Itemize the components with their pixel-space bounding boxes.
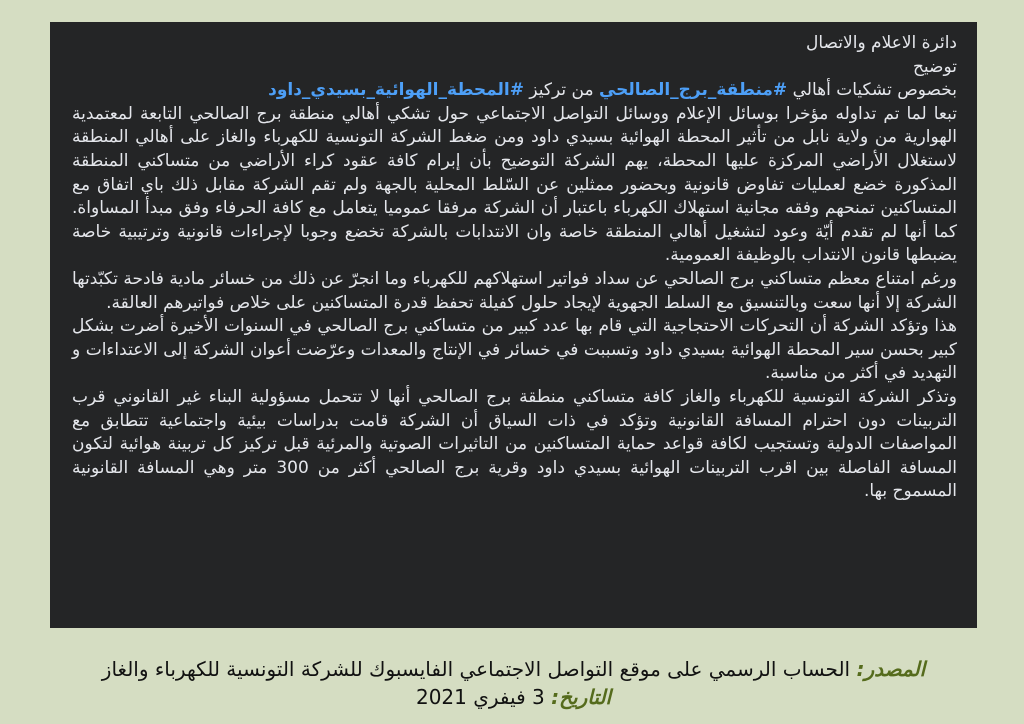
post-subject bbox=[72, 79, 957, 103]
post-organization: دائرة الاعلام والاتصال bbox=[806, 33, 957, 53]
date-caption bbox=[50, 683, 977, 711]
source-text: الحساب الرسمي على موقع التواصل الاجتماعي الفايسبوك للشركة التونسية للكهرباء والغاز bbox=[101, 657, 857, 681]
post-paragraph-2: ورغم امتناع معظم متساكني برج الصالحي عن سداد فواتير استهلاكهم للكهرباء وما انجرّ عن ذلك من خسائر مادية فادحة تكبّدتها الشركة إلا أنها سعت وبالتنسيق مع السلط الجهوية لإيجاد حلول كفيلة تحفظ قدرة المتساكنين على خلاص فواتيرهم العالقة. bbox=[72, 268, 957, 313]
source-label: المصدر: bbox=[856, 657, 926, 681]
subject-prefix: بخصوص تشكيات أهالي bbox=[787, 80, 957, 101]
hashtag-borj-salhi[interactable]: #منطقة_برج_الصالحي bbox=[598, 80, 788, 101]
post-label: توضيح bbox=[912, 56, 957, 77]
date-label: التاريخ: bbox=[551, 685, 612, 709]
hashtag-sidi-daoud-station[interactable]: #المحطة_الهوائية_بسيدي_داود bbox=[268, 80, 524, 101]
post-paragraph-3: هذا وتؤكد الشركة أن التحركات الاحتجاجية التي قام بها عدد كبير من متساكني برج الصالحي في السنوات الأخيرة أضرت بشكل كبير بحسن سير المحطة الهوائية بسيدي داود وتسببت في خسائر في الإنتاج والمعدات وعرّضت أعوان الشركة إلى الاعتداءات و التهديد في أكثر من مناسبة. bbox=[72, 316, 957, 384]
facebook-post-screenshot bbox=[50, 22, 977, 628]
date-text: 3 فيفري 2021 bbox=[415, 685, 552, 709]
subject-middle: من تركيز bbox=[523, 80, 599, 101]
source-caption bbox=[50, 655, 977, 683]
post-paragraph-4: وتذكر الشركة التونسية للكهرباء والغاز كافة متساكني منطقة برج الصالحي أنها لا تتحمل مسؤولية البناء غير القانوني قرب التربينات دون احترام المسافة القانونية وتؤكد في ذات السياق أن الشركة قامت بدراسات بيئية واجتماعية تتطابق مع المواصفات الدولية وتستجيب لكافة قواعد حماية المتساكنين من التاثيرات الصوتية والمرئية قبل تركيز كل تربينة هوائية لتكون المسافة الفاصلة بين اقرب التربينات الهوائية بسيدي داود وقرية برج الصالحي أكثر من 300 متر وهي المسافة القانونية المسموح بها. bbox=[72, 386, 957, 502]
post-paragraph-1: تبعا لما تم تداوله مؤخرا بوسائل الإعلام ووسائل التواصل الاجتماعي حول تشكي أهالي منطقة برج الصالحي التابعة لمعتمدية الهوارية من ولاية نابل من تأثير المحطة الهوائية بسيدي داود ومن ضغط الشركة التونسية للكهرباء والغاز على أهالي المنطقة لاستغلال الأراضي المركزة عليها المحطة، يهم الشركة التوضيح بأن إبرام كافة عقود كراء الأراضي من متساكني المنطقة المذكورة خضع لعمليات تفاوض قانونية وبحضور ممثلين عن السّلط المحلية بالجهة ولم تقم الشركة مقابل ذلك باي اتفاق مع المتساكنين تمنحهم وفقه مجانية استهلاك الكهرباء باعتبار أن الشركة مرفقا عموميا يتعامل مع كافة الحرفاء وفق مبدأ المساواة. كما أنها لم تقدم أيّة وعود لتشغيل أهالي المنطقة خاصة وان الانتدابات بالشركة تخضع وجوبا لإجراءات قانونية وترتيبية خاصة يضبطها قانون الانتداب بالوظيفة العمومية. bbox=[72, 103, 957, 266]
